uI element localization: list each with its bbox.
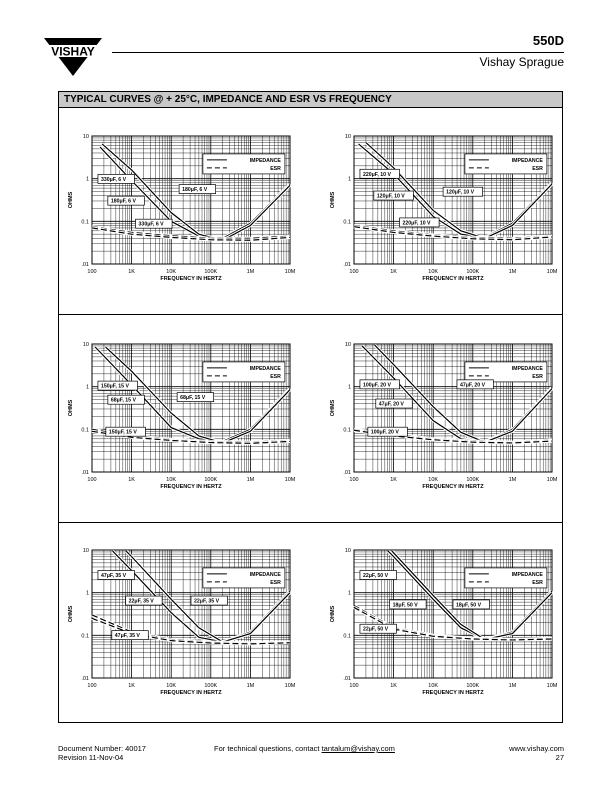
x-tick-label: 1K bbox=[128, 683, 135, 689]
x-tick-label: 100K bbox=[204, 683, 218, 689]
y-tick-label: 10 bbox=[344, 342, 351, 348]
annotation-label: 18μF, 50 V bbox=[392, 602, 418, 609]
legend-label: IMPEDANCE bbox=[249, 365, 281, 372]
annotation-label: 22μF, 35 V bbox=[194, 598, 220, 605]
annotation-label: 180μF, 6 V bbox=[182, 187, 208, 194]
legend-label: IMPEDANCE bbox=[511, 571, 543, 578]
x-tick-label: 10K bbox=[428, 269, 439, 275]
annotation-label: 330μF, 6 V bbox=[100, 176, 127, 183]
chart-100uf-47uf-20v bbox=[322, 338, 558, 528]
legend-label: ESR bbox=[532, 579, 543, 586]
annotation-label: 100μF, 20 V bbox=[362, 382, 391, 389]
annotation-label: 330μF, 6 V bbox=[138, 221, 164, 228]
chart-svg bbox=[60, 338, 296, 528]
x-tick-label: 1M bbox=[508, 683, 517, 689]
legend-label: ESR bbox=[532, 165, 543, 172]
x-tick-label: 1K bbox=[390, 477, 397, 483]
x-tick-label: 100K bbox=[466, 269, 480, 275]
header-rule bbox=[112, 52, 564, 53]
logo-text: VISHAY bbox=[51, 44, 95, 59]
y-tick-label: 10 bbox=[82, 548, 89, 554]
revision: Revision 11-Nov-04 bbox=[58, 753, 124, 762]
y-tick-label: 1 bbox=[347, 176, 351, 183]
y-tick-label: 1 bbox=[347, 590, 351, 597]
vishay-logo bbox=[42, 36, 104, 78]
y-tick-label: .01 bbox=[343, 262, 351, 268]
x-axis-label: FREQUENCY IN HERTZ bbox=[422, 276, 484, 282]
y-tick-label: 0.1 bbox=[343, 633, 351, 640]
x-tick-label: 10K bbox=[166, 683, 177, 689]
y-tick-label: 0.1 bbox=[81, 633, 89, 640]
y-tick-label: 0.1 bbox=[81, 219, 89, 226]
x-tick-label: 10K bbox=[428, 683, 439, 689]
x-tick-label: 1K bbox=[128, 477, 135, 483]
manufacturer-name: Vishay Sprague bbox=[479, 55, 564, 69]
y-tick-label: 10 bbox=[344, 134, 351, 140]
y-tick-label: 1 bbox=[85, 590, 89, 597]
y-tick-label: .01 bbox=[343, 676, 351, 682]
annotation-label: 100μF, 20 V bbox=[370, 429, 399, 436]
y-tick-label: 0.1 bbox=[343, 219, 351, 226]
x-tick-label: 10K bbox=[166, 477, 177, 483]
chart-330uf-180uf-6v bbox=[60, 130, 296, 320]
x-tick-label: 100 bbox=[87, 683, 97, 689]
legend-label: IMPEDANCE bbox=[249, 571, 281, 578]
y-axis-label: OHMS bbox=[68, 605, 74, 623]
annotation-label: 47μF, 20 V bbox=[459, 382, 486, 389]
chart-svg bbox=[322, 544, 558, 734]
legend-label: IMPEDANCE bbox=[511, 365, 543, 372]
y-axis-label: OHMS bbox=[330, 399, 336, 417]
x-tick-label: 1M bbox=[246, 269, 255, 275]
chart-svg bbox=[60, 130, 296, 320]
x-tick-label: 100 bbox=[87, 477, 97, 483]
x-tick-label: 10M bbox=[546, 269, 558, 275]
y-tick-label: .01 bbox=[81, 470, 89, 476]
footer-contact bbox=[214, 744, 395, 753]
y-axis-label: OHMS bbox=[68, 399, 74, 417]
x-tick-label: 100K bbox=[466, 477, 480, 483]
annotation-label: 68μF, 15 V bbox=[110, 397, 136, 404]
x-axis-label: FREQUENCY IN HERTZ bbox=[160, 690, 222, 696]
annotation-label: 68μF, 15 V bbox=[180, 395, 206, 402]
y-axis-label: OHMS bbox=[330, 605, 336, 623]
annotation-label: 220μF, 10 V bbox=[362, 171, 391, 178]
x-tick-label: 100 bbox=[349, 477, 359, 483]
legend-label: ESR bbox=[270, 165, 281, 172]
annotation-label: 150μF, 15 V bbox=[100, 383, 129, 390]
y-tick-label: 1 bbox=[347, 384, 351, 391]
legend-label: ESR bbox=[270, 373, 281, 380]
contact-text: For technical questions, contact bbox=[214, 744, 322, 753]
annotation-label: 120μF, 10 V bbox=[446, 189, 475, 196]
series-halo bbox=[392, 551, 552, 640]
chart-47uf-22uf-35v bbox=[60, 544, 296, 734]
part-number: 550D bbox=[532, 33, 564, 48]
annotation-label: 47μF, 20 V bbox=[378, 401, 404, 408]
annotation-label: 22μF, 50 V bbox=[362, 626, 389, 633]
x-tick-label: 10M bbox=[546, 683, 558, 689]
x-tick-label: 1M bbox=[246, 683, 255, 689]
legend-label: ESR bbox=[270, 579, 281, 586]
annotation-label: 47μF, 35 V bbox=[100, 572, 127, 579]
chart-svg bbox=[60, 544, 296, 734]
annotation-label: 150μF, 15 V bbox=[108, 429, 137, 436]
contact-email-link[interactable]: tantalum@vishay.com bbox=[321, 744, 395, 753]
y-tick-label: 1 bbox=[85, 384, 89, 391]
x-tick-label: 100K bbox=[204, 477, 218, 483]
annotation-label: 220μF, 10 V bbox=[402, 220, 431, 227]
annotation-label: 18μF, 50 V bbox=[456, 602, 482, 609]
footer-right bbox=[509, 744, 564, 762]
y-tick-label: .01 bbox=[81, 262, 89, 268]
chart-22uf-18uf-50v bbox=[322, 544, 558, 734]
y-tick-label: .01 bbox=[343, 470, 351, 476]
x-tick-label: 10M bbox=[284, 269, 296, 275]
chart-220uf-120uf-10v bbox=[322, 130, 558, 320]
legend-label: IMPEDANCE bbox=[249, 157, 281, 164]
x-tick-label: 100K bbox=[466, 683, 480, 689]
x-tick-label: 10M bbox=[546, 477, 558, 483]
website-link[interactable]: www.vishay.com bbox=[509, 744, 564, 753]
y-tick-label: 0.1 bbox=[343, 427, 351, 434]
x-axis-label: FREQUENCY IN HERTZ bbox=[422, 484, 484, 490]
x-tick-label: 1K bbox=[390, 683, 397, 689]
x-tick-label: 1K bbox=[390, 269, 397, 275]
y-tick-label: 10 bbox=[82, 342, 89, 348]
annotation-label: 180μF, 6 V bbox=[110, 198, 136, 205]
x-tick-label: 10K bbox=[166, 269, 177, 275]
x-tick-label: 10M bbox=[284, 477, 296, 483]
x-tick-label: 10K bbox=[428, 477, 439, 483]
x-axis-label: FREQUENCY IN HERTZ bbox=[422, 690, 484, 696]
y-tick-label: 0.1 bbox=[81, 427, 89, 434]
annotation-label: 22μF, 50 V bbox=[362, 572, 389, 579]
x-tick-label: 100 bbox=[349, 269, 359, 275]
section-title: TYPICAL CURVES @ + 25°C, IMPEDANCE AND ESR VS FREQUENCY bbox=[59, 92, 562, 108]
document-number: Document Number: 40017 bbox=[58, 744, 146, 753]
x-tick-label: 100K bbox=[204, 269, 218, 275]
chart-svg bbox=[322, 338, 558, 528]
x-tick-label: 1M bbox=[508, 269, 517, 275]
y-tick-label: 10 bbox=[82, 134, 89, 140]
annotation-label: 47μF, 35 V bbox=[114, 633, 140, 640]
annotation-label: 120μF, 10 V bbox=[376, 193, 405, 200]
x-tick-label: 1M bbox=[508, 477, 517, 483]
y-tick-label: .01 bbox=[81, 676, 89, 682]
annotation-label: 22μF, 35 V bbox=[128, 598, 154, 605]
legend-label: IMPEDANCE bbox=[511, 157, 543, 164]
x-axis-label: FREQUENCY IN HERTZ bbox=[160, 484, 222, 490]
x-tick-label: 100 bbox=[87, 269, 97, 275]
chart-150uf-68uf-15v bbox=[60, 338, 296, 528]
y-axis-label: OHMS bbox=[330, 191, 336, 209]
y-axis-label: OHMS bbox=[68, 191, 74, 209]
legend-label: ESR bbox=[532, 373, 543, 380]
x-axis-label: FREQUENCY IN HERTZ bbox=[160, 276, 222, 282]
x-tick-label: 1K bbox=[128, 269, 135, 275]
impedance-line bbox=[392, 551, 552, 640]
y-tick-label: 1 bbox=[85, 176, 89, 183]
x-tick-label: 100 bbox=[349, 683, 359, 689]
y-tick-label: 10 bbox=[344, 548, 351, 554]
chart-svg bbox=[322, 130, 558, 320]
x-tick-label: 10M bbox=[284, 683, 296, 689]
x-tick-label: 1M bbox=[246, 477, 255, 483]
footer-left bbox=[58, 744, 146, 762]
page-number: 27 bbox=[555, 753, 564, 762]
